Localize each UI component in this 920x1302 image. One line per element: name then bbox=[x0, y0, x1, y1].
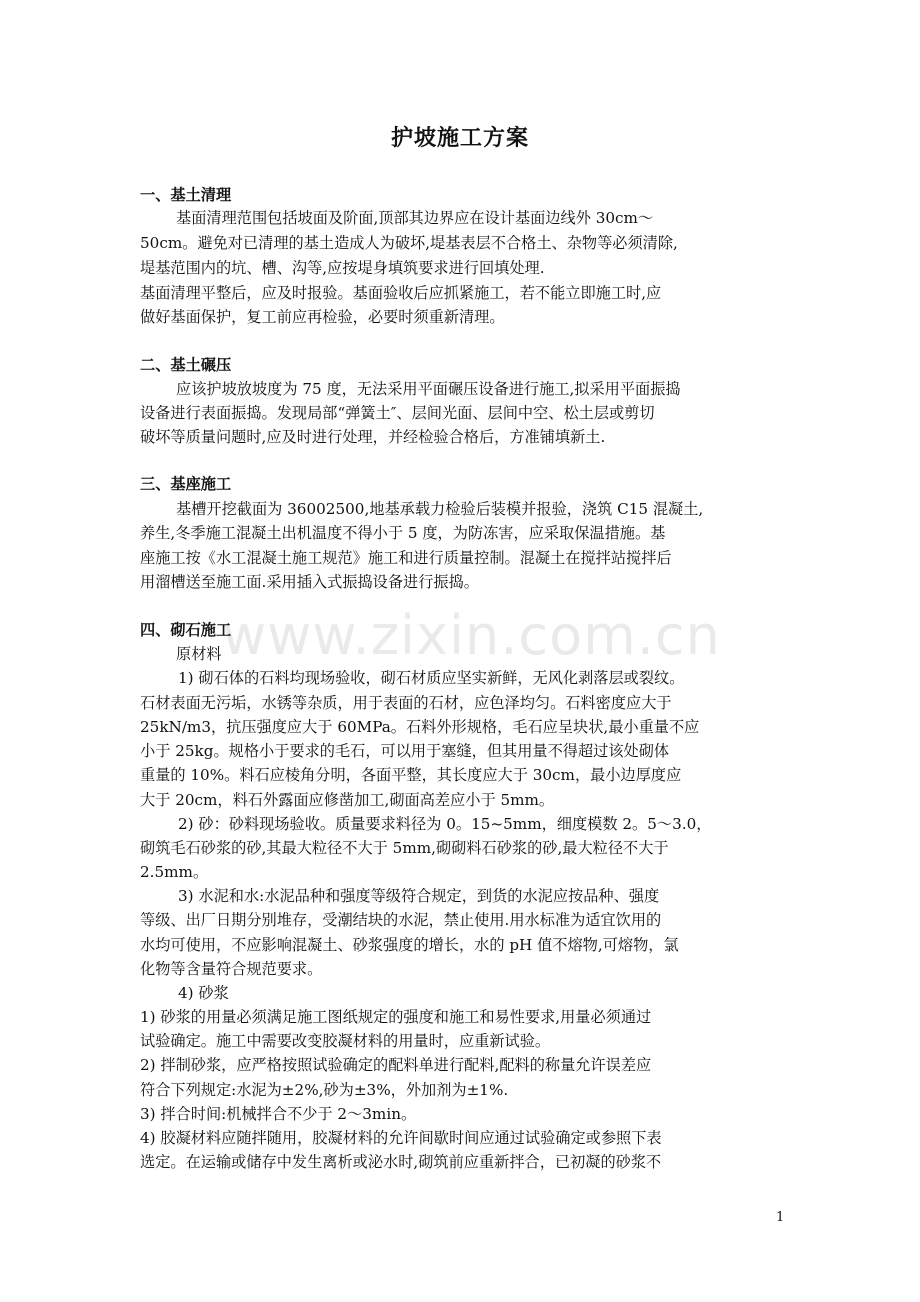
page-number: 1 bbox=[776, 1210, 785, 1225]
paragraph-line: 等级、出厂日期分别堆存，受潮结块的水泥，禁止使用.用水标准为适宜饮用的 bbox=[140, 911, 662, 929]
paragraph-line: 3) 拌合时间:机械拌合不少于 2～3min。 bbox=[140, 1105, 417, 1123]
paragraph-line: 化物等含量符合规范要求。 bbox=[140, 960, 323, 978]
paragraph-line: 试验确定。施工中需要改变胶凝材料的用量时，应重新试验。 bbox=[140, 1032, 551, 1050]
section-heading: 四、砌石施工 bbox=[140, 621, 232, 639]
paragraph-line: 养生,冬季施工混凝土出机温度不得小于 5 度，为防冻害，应采取保温措施。基 bbox=[140, 524, 666, 542]
paragraph-line: 选定。在运输或储存中发生离析或泌水时,砌筑前应重新拌合，已初凝的砂浆不 bbox=[140, 1153, 662, 1171]
paragraph-line: 砌筑毛石砂浆的砂,其最大粒径不大于 5mm,砌砌料石砂浆的砂,最大粒径不大于 bbox=[140, 839, 669, 857]
paragraph-line: 座施工按《水工混凝土施工规范》施工和进行质量控制。混凝土在搅拌站搅拌后 bbox=[140, 549, 672, 567]
section-heading: 二、基土碾压 bbox=[140, 356, 232, 374]
paragraph-line: 用溜槽送至施工面.采用插入式振捣设备进行振捣。 bbox=[140, 573, 479, 591]
paragraph-line: 2) 砂：砂料现场验收。质量要求料径为 0。15~5mm，细度模数 2。5～3.0， bbox=[178, 815, 712, 833]
paragraph-line: 石材表面无污垢，水锈等杂质，用于表面的石材，应色泽均匀。石料密度应大于 bbox=[140, 694, 672, 712]
paragraph-line: 符合下列规定:水泥为±2%,砂为±3%，外加剂为±1%. bbox=[140, 1081, 509, 1099]
paragraph-line: 重量的 10%。料石应棱角分明，各面平整，其长度应大于 30cm，最小边厚度应 bbox=[140, 766, 682, 784]
paragraph-line: 大于 20cm，料石外露面应修凿加工,砌面高差应小于 5mm。 bbox=[140, 791, 555, 809]
paragraph-line: 基槽开挖截面为 36002500,地基承载力检验后装模并报验，浇筑 C15 混凝土, bbox=[176, 500, 704, 518]
section-heading: 三、基座施工 bbox=[140, 475, 232, 493]
paragraph-line: 水均可使用，不应影响混凝土、砂浆强度的增长，水的 pH 值不熔物,可熔物，氯 bbox=[140, 936, 679, 954]
paragraph-line: 应该护坡放坡度为 75 度，无法采用平面碾压设备进行施工,拟采用平面振捣 bbox=[176, 380, 681, 398]
section-heading: 一、基土清理 bbox=[140, 186, 232, 204]
paragraph-line: 基面清理平整后，应及时报验。基面验收后应抓紧施工，若不能立即施工时,应 bbox=[140, 284, 662, 302]
subheading: 原材料 bbox=[176, 645, 222, 663]
paragraph-line: 破坏等质量问题时,应及时进行处理，并经检验合格后，方准铺填新土. bbox=[140, 428, 606, 446]
paragraph-line: 2.5mm。 bbox=[140, 863, 209, 881]
document-title: 护坡施工方案 bbox=[390, 125, 529, 151]
paragraph-line: 设备进行表面振捣。发现局部“弹簧土″、层间光面、层间中空、松土层或剪切 bbox=[140, 404, 655, 422]
watermark-text: www.zixin.com.cn bbox=[222, 604, 721, 667]
paragraph-line: 25kN/m3，抗压强度应大于 60MPa。石料外形规格，毛石应呈块状,最小重量不应 bbox=[140, 718, 700, 736]
paragraph-line: 4) 胶凝材料应随拌随用，胶凝材料的允许间歇时间应通过试验确定或参照下表 bbox=[140, 1129, 662, 1147]
paragraph-line: 3) 水泥和水:水泥品种和强度等级符合规定，到货的水泥应按品种、强度 bbox=[178, 887, 660, 905]
paragraph-line: 50cm。避免对已清理的基土造成人为破坏,堤基表层不合格土、杂物等必须清除, bbox=[140, 234, 678, 252]
paragraph-line: 小于 25kg。规格小于要求的毛石，可以用于塞缝，但其用量不得超过该处砌体 bbox=[140, 742, 670, 760]
paragraph-line: 2) 拌制砂浆，应严格按照试验确定的配料单进行配料,配料的称量允许误差应 bbox=[140, 1056, 652, 1074]
paragraph-line: 堤基范围内的坑、槽、沟等,应按堤身填筑要求进行回填处理. bbox=[140, 259, 545, 277]
paragraph-line: 1) 砂浆的用量必须满足施工图纸规定的强度和施工和易性要求,用量必须通过 bbox=[140, 1008, 652, 1026]
paragraph-line: 做好基面保护，复工前应再检验，必要时须重新清理。 bbox=[140, 308, 505, 326]
subheading: 4) 砂浆 bbox=[178, 984, 229, 1002]
paragraph-line: 1) 砌石体的石料均现场验收，砌石材质应坚实新鲜，无风化剥落层或裂纹。 bbox=[178, 669, 685, 687]
paragraph-line: 基面清理范围包括坡面及阶面,顶部其边界应在设计基面边线外 30cm～ bbox=[176, 209, 654, 227]
